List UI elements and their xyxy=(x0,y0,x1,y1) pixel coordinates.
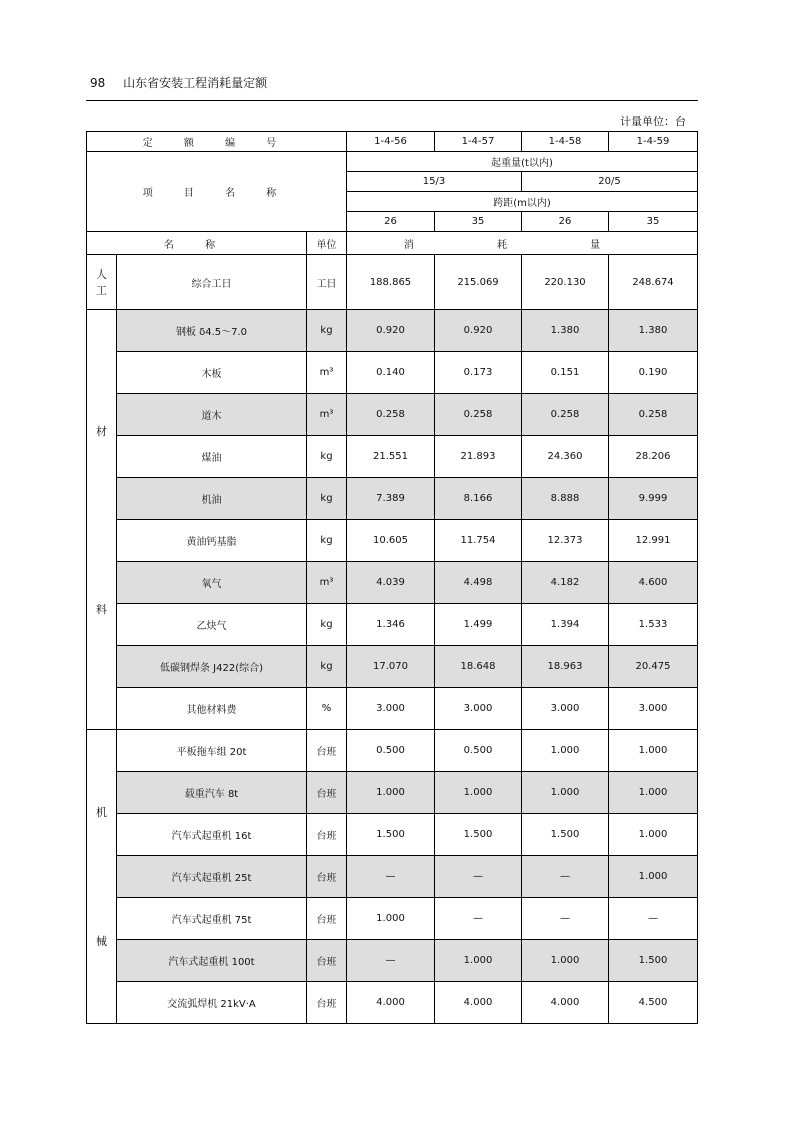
lift-value: 15/3 xyxy=(347,172,522,192)
machinery-row xyxy=(87,982,698,1024)
item-unit: 台班 xyxy=(307,898,347,940)
materials-category xyxy=(87,310,117,730)
item-unit: kg xyxy=(307,604,347,646)
item-value: 3.000 xyxy=(522,688,609,730)
item-unit: m³ xyxy=(307,352,347,394)
quota-code: 1-4-58 xyxy=(522,132,609,152)
lift-label: 起重量(t以内) xyxy=(347,152,698,172)
quota-code: 1-4-59 xyxy=(609,132,698,152)
item-value: 4.600 xyxy=(609,562,698,604)
item-value: 0.173 xyxy=(435,352,522,394)
materials-row xyxy=(87,394,698,436)
item-value: 9.999 xyxy=(609,478,698,520)
materials-category-char: 材 xyxy=(96,424,107,438)
item-unit: m³ xyxy=(307,394,347,436)
item-value: 17.070 xyxy=(347,646,435,688)
machinery-row xyxy=(87,772,698,814)
item-value: 12.373 xyxy=(522,520,609,562)
col-consumption-header: 消 耗 量 xyxy=(347,232,698,255)
item-unit: 工日 xyxy=(307,255,347,310)
item-value: 10.605 xyxy=(347,520,435,562)
item-name: 汽车式起重机 100t xyxy=(117,940,307,982)
item-name: 乙炔气 xyxy=(117,604,307,646)
item-name: 载重汽车 8t xyxy=(117,772,307,814)
item-unit: kg xyxy=(307,520,347,562)
item-value: 21.551 xyxy=(347,436,435,478)
item-value: 0.140 xyxy=(347,352,435,394)
header-rule xyxy=(86,100,698,101)
column-header-row xyxy=(87,232,698,255)
span-value: 26 xyxy=(347,212,435,232)
item-name: 煤油 xyxy=(117,436,307,478)
item-value: 1.500 xyxy=(522,814,609,856)
machinery-category xyxy=(87,730,117,1024)
item-value: 4.000 xyxy=(347,982,435,1024)
item-name: 交流弧焊机 21kV·A xyxy=(117,982,307,1024)
item-value: 1.000 xyxy=(522,772,609,814)
item-value: 21.893 xyxy=(435,436,522,478)
page-title: 山东省安装工程消耗量定额 xyxy=(123,76,268,90)
item-value: 28.206 xyxy=(609,436,698,478)
materials-row xyxy=(87,562,698,604)
machinery-row xyxy=(87,898,698,940)
labor-category xyxy=(87,255,117,310)
materials-row xyxy=(87,646,698,688)
item-value: 1.000 xyxy=(609,730,698,772)
span-value: 35 xyxy=(435,212,522,232)
item-name: 低碳钢焊条 J422(综合) xyxy=(117,646,307,688)
machinery-row xyxy=(87,856,698,898)
item-value: 1.380 xyxy=(609,310,698,352)
labor-row xyxy=(87,255,698,310)
lift-value: 20/5 xyxy=(522,172,698,192)
item-value: 1.000 xyxy=(522,730,609,772)
item-unit: 台班 xyxy=(307,856,347,898)
machinery-category-char: 械 xyxy=(96,935,107,948)
item-name: 机油 xyxy=(117,478,307,520)
item-value: 0.258 xyxy=(347,394,435,436)
item-value: 0.258 xyxy=(609,394,698,436)
item-value: — xyxy=(522,856,609,898)
quota-table xyxy=(86,131,698,1024)
item-name: 钢板 δ4.5～7.0 xyxy=(117,310,307,352)
item-value: — xyxy=(522,898,609,940)
col-name-header: 名 称 xyxy=(87,232,307,255)
materials-row xyxy=(87,310,698,352)
item-unit: kg xyxy=(307,436,347,478)
item-value: 248.674 xyxy=(609,255,698,310)
quota-code-row xyxy=(87,132,698,152)
item-value: 18.648 xyxy=(435,646,522,688)
unit-label: 计量单位：台 xyxy=(620,115,686,128)
item-value: 220.130 xyxy=(522,255,609,310)
item-value: — xyxy=(435,856,522,898)
span-value: 26 xyxy=(522,212,609,232)
col-unit-header: 单位 xyxy=(307,232,347,255)
labor-category-char: 工 xyxy=(96,284,107,297)
item-name: 综合工日 xyxy=(117,255,307,310)
item-value: 1.000 xyxy=(435,940,522,982)
lift-label-row xyxy=(87,152,698,172)
span-value: 35 xyxy=(609,212,698,232)
item-value: 3.000 xyxy=(347,688,435,730)
materials-row xyxy=(87,436,698,478)
item-value: 4.039 xyxy=(347,562,435,604)
materials-row xyxy=(87,604,698,646)
item-name: 汽车式起重机 25t xyxy=(117,856,307,898)
item-value: 8.888 xyxy=(522,478,609,520)
item-unit: 台班 xyxy=(307,814,347,856)
item-value: 1.500 xyxy=(347,814,435,856)
item-value: 0.920 xyxy=(435,310,522,352)
item-name: 平板拖车组 20t xyxy=(117,730,307,772)
item-value: 1.000 xyxy=(609,772,698,814)
item-value: 1.499 xyxy=(435,604,522,646)
item-value: 0.920 xyxy=(347,310,435,352)
item-value: 1.500 xyxy=(435,814,522,856)
item-value: 0.500 xyxy=(435,730,522,772)
item-name: 氧气 xyxy=(117,562,307,604)
item-value: 215.069 xyxy=(435,255,522,310)
item-value: — xyxy=(609,898,698,940)
materials-row xyxy=(87,688,698,730)
item-name: 木板 xyxy=(117,352,307,394)
quota-code: 1-4-57 xyxy=(435,132,522,152)
item-label: 项 目 名 称 xyxy=(87,152,347,232)
item-value: 4.498 xyxy=(435,562,522,604)
item-name: 黄油钙基脂 xyxy=(117,520,307,562)
item-value: 8.166 xyxy=(435,478,522,520)
item-unit: m³ xyxy=(307,562,347,604)
materials-row xyxy=(87,478,698,520)
item-unit: % xyxy=(307,688,347,730)
item-value: 1.000 xyxy=(347,898,435,940)
item-value: 1.346 xyxy=(347,604,435,646)
item-value: 4.000 xyxy=(522,982,609,1024)
quota-code: 1-4-56 xyxy=(347,132,435,152)
item-value: 0.151 xyxy=(522,352,609,394)
machinery-row xyxy=(87,814,698,856)
item-value: 1.000 xyxy=(522,940,609,982)
item-value: 0.258 xyxy=(522,394,609,436)
item-unit: kg xyxy=(307,478,347,520)
item-value: 18.963 xyxy=(522,646,609,688)
item-value: 1.000 xyxy=(435,772,522,814)
item-value: 0.500 xyxy=(347,730,435,772)
item-value: 24.360 xyxy=(522,436,609,478)
item-name: 汽车式起重机 16t xyxy=(117,814,307,856)
item-value: 1.000 xyxy=(609,814,698,856)
item-value: 11.754 xyxy=(435,520,522,562)
labor-category-char: 人 xyxy=(96,268,107,281)
item-unit: 台班 xyxy=(307,730,347,772)
item-value: 4.000 xyxy=(435,982,522,1024)
item-value: 3.000 xyxy=(609,688,698,730)
quota-label: 定 额 编 号 xyxy=(87,132,347,152)
item-unit: kg xyxy=(307,646,347,688)
item-unit: 台班 xyxy=(307,772,347,814)
page-header xyxy=(90,74,267,91)
item-value: 1.000 xyxy=(609,856,698,898)
item-unit: 台班 xyxy=(307,982,347,1024)
item-value: — xyxy=(347,856,435,898)
item-value: — xyxy=(347,940,435,982)
item-value: 1.394 xyxy=(522,604,609,646)
item-value: 12.991 xyxy=(609,520,698,562)
item-value: 0.258 xyxy=(435,394,522,436)
machinery-row xyxy=(87,730,698,772)
item-name: 道木 xyxy=(117,394,307,436)
materials-category-char: 料 xyxy=(96,602,107,616)
item-value: 1.000 xyxy=(347,772,435,814)
item-value: 3.000 xyxy=(435,688,522,730)
item-value: — xyxy=(435,898,522,940)
item-value: 1.500 xyxy=(609,940,698,982)
item-value: 7.389 xyxy=(347,478,435,520)
machinery-row xyxy=(87,940,698,982)
page-number: 98 xyxy=(90,76,106,90)
item-value: 4.182 xyxy=(522,562,609,604)
item-value: 1.533 xyxy=(609,604,698,646)
materials-row xyxy=(87,352,698,394)
item-name: 其他材料费 xyxy=(117,688,307,730)
materials-row xyxy=(87,520,698,562)
item-unit: kg xyxy=(307,310,347,352)
item-value: 1.380 xyxy=(522,310,609,352)
item-name: 汽车式起重机 75t xyxy=(117,898,307,940)
item-value: 4.500 xyxy=(609,982,698,1024)
item-value: 188.865 xyxy=(347,255,435,310)
item-value: 0.190 xyxy=(609,352,698,394)
span-label: 跨距(m以内) xyxy=(347,192,698,212)
item-unit: 台班 xyxy=(307,940,347,982)
item-value: 20.475 xyxy=(609,646,698,688)
machinery-category-char: 机 xyxy=(96,806,107,819)
